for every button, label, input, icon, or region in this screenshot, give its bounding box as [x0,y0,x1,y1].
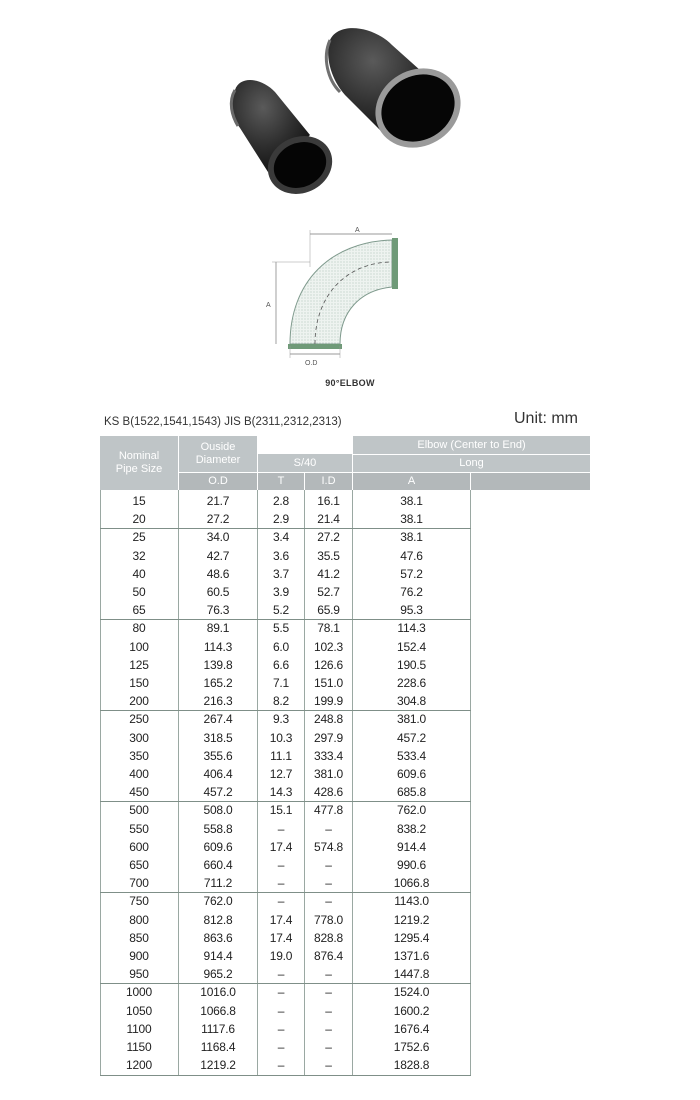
table-cell: 151.0 [313,676,344,690]
table-cell: 80 [132,621,146,636]
table-cell: – [277,1058,285,1073]
dim-label-bottom: O.D [305,360,318,367]
table-cell: 15 [132,494,146,508]
header-id: I.D [305,473,352,490]
table-cell: – [277,1021,285,1036]
table-cell: – [277,858,285,872]
table-cell: 95.3 [400,603,423,618]
table-cell: 1371.6 [393,949,430,963]
table-cell: 350 [129,748,149,763]
table-cell: 318.5 [203,730,233,745]
table-cell: 1100 [126,1021,152,1036]
table-cell: 15.1 [269,803,293,818]
table-cell: 406.4 [203,767,233,781]
table-cell: 3.6 [272,548,290,563]
table-cell: 38.1 [400,494,423,508]
table-cell: 1447.8 [393,967,430,982]
row-group-divider [100,892,471,893]
table-cell: 38.1 [400,512,423,527]
table-cell: 381.0 [396,712,427,727]
table-cell: 990.6 [396,858,427,872]
column-od [179,490,257,1074]
table-cell: – [277,894,285,909]
header-t: T [258,473,304,490]
table-cell: – [277,985,285,1000]
table-cell: 9.3 [272,712,290,727]
table-cell: 778.0 [313,912,344,927]
table-cell: 1143.0 [394,894,429,909]
table-cell: 876.4 [313,949,344,963]
header-blank [471,473,590,490]
table-cell: – [325,967,332,982]
table-cell: – [277,876,285,891]
table-cell: 600 [129,839,149,854]
table-cell: 1752.6 [393,1040,430,1054]
table-cell: 40 [132,566,146,581]
table-cell: 65 [132,603,146,618]
table-cell: 900 [129,949,149,963]
table-cell: 1016.0 [200,985,236,1000]
table-cell: 10.3 [269,730,293,745]
table-cell: 216.3 [203,694,233,709]
table-cell: 1066.8 [200,1003,236,1018]
table-cell: 333.4 [313,748,344,763]
table-cell: 609.6 [203,839,233,854]
row-group-divider [100,801,471,802]
table-cell: 21.4 [317,512,340,527]
row-group-divider [100,619,471,620]
table-cell: 863.6 [203,930,233,945]
table-cell: 102.3 [313,639,344,654]
table-cell: 1117.6 [201,1021,235,1036]
table-cell: 381.0 [313,767,344,781]
table-cell: 78.1 [317,621,340,636]
grid-line [100,490,101,1076]
table-cell: 477.8 [313,803,344,818]
table-cell: 12.7 [269,767,293,781]
table-cell: 1676.4 [393,1021,430,1036]
table-cell: 65.9 [317,603,340,618]
header-nominal-size: Nominal Pipe Size [100,436,178,490]
table-cell: 500 [129,803,149,818]
table-cell: 762.0 [203,894,233,909]
table-cell: 457.2 [396,730,427,745]
table-cell: 3.9 [272,585,290,599]
column-id [305,490,352,1074]
table-cell: 3.7 [272,566,290,581]
table-cell: 1150 [126,1040,152,1054]
dim-label-side: A [266,302,271,309]
table-cell: 165.2 [203,676,233,690]
table-cell: 35.5 [317,548,340,563]
table-cell: 304.8 [396,694,427,709]
table-cell: 139.8 [203,657,233,672]
table-cell: 1295.4 [393,930,430,945]
table-cell: 711.2 [203,876,233,891]
table-cell: 812.8 [203,912,233,927]
table-cell: – [325,1058,332,1073]
table-cell: 17.4 [269,912,293,927]
table-cell: 19.0 [269,949,293,963]
elbow-drawing [250,222,450,397]
table-cell: 14.3 [269,785,293,800]
table-cell: 533.4 [396,748,427,763]
table-cell: 297.9 [313,730,344,745]
table-cell: 60.5 [206,585,230,599]
table-cell: 126.6 [313,657,344,672]
table-cell: 34.0 [206,530,230,545]
table-cell: 21.7 [206,494,230,508]
table-cell: 2.8 [272,494,290,508]
header-od: O.D [179,473,257,490]
table-cell: 428.6 [313,785,344,800]
table-cell: 457.2 [203,785,233,800]
table-cell: 5.2 [272,603,290,618]
table-cell: 17.4 [269,839,293,854]
table-cell: 47.6 [400,548,423,563]
dim-label-top: A [355,227,360,234]
column-nominal-size [100,490,178,1074]
table-cell: 558.8 [203,821,233,836]
table-cell: 1828.8 [393,1058,430,1073]
table-cell: 199.9 [313,694,344,709]
table-cell: 609.6 [396,767,427,781]
grid-line [352,490,353,1076]
row-group-divider [100,528,471,529]
row-group-divider [100,983,471,984]
table-cell: 660.4 [203,858,233,872]
table-cell: 965.2 [203,967,233,982]
table-cell: 38.1 [400,530,423,545]
table-cell: – [277,1003,285,1018]
table-cell: – [325,1003,332,1018]
small-elbow-image [231,80,341,204]
grid-line [470,490,471,1076]
table-cell: 57.2 [400,566,423,581]
header-s40: S/40 [258,454,352,472]
table-cell: 76.3 [206,603,230,618]
table-cell: 750 [129,894,149,909]
table-cell: 300 [129,730,149,745]
table-cell: 114.3 [203,639,233,654]
table-cell: 550 [129,821,149,836]
table-cell: 48.6 [206,566,230,581]
table-cell: 6.0 [272,639,290,654]
table-cell: 1219.2 [393,912,430,927]
table-cell: – [277,821,285,836]
table-cell: 650 [129,858,149,872]
table-cell: 800 [129,912,149,927]
table-cell: – [325,821,332,836]
table-cell: 8.2 [272,694,290,709]
grid-line [257,490,258,1076]
table-cell: 52.7 [317,585,340,599]
grid-line [304,490,305,1076]
table-cell: 700 [129,876,149,891]
table-cell: 2.9 [272,512,290,527]
table-cell: 5.5 [272,621,290,636]
table-cell: 1200 [126,1058,152,1073]
table-cell: 250 [129,712,149,727]
table-cell: 400 [129,767,149,781]
row-group-divider [100,710,471,711]
table-cell: 950 [129,967,149,982]
grid-line [178,490,179,1076]
table-cell: – [277,1040,285,1054]
table-cell: 1066.8 [393,876,430,891]
table-cell: 6.6 [272,657,290,672]
header-elbow: Elbow (Center to End) [353,436,590,454]
table-cell: 1050 [126,1003,152,1018]
unit-label: Unit: mm [514,410,578,427]
table-bottom-border [100,1075,471,1076]
table-cell: 838.2 [396,821,427,836]
table-cell: 42.7 [206,548,230,563]
table-cell: 152.4 [396,639,427,654]
table-cell: 228.6 [396,676,427,690]
table-cell: 27.2 [206,512,230,527]
table-cell: 89.1 [206,621,230,636]
table-cell: 125 [129,657,149,672]
product-photo [0,0,700,230]
table-cell: 114.3 [397,621,426,636]
table-cell: 3.4 [272,530,290,545]
table-cell: 11.1 [270,748,292,763]
table-cell: 1168.4 [200,1040,236,1054]
table-cell: 1000 [126,985,152,1000]
table-cell: – [325,1040,332,1054]
table-cell: 1219.2 [200,1058,236,1073]
column-t [258,490,304,1074]
table-cell: – [325,985,332,1000]
table-cell: – [325,1021,332,1036]
table-cell: 100 [129,639,149,654]
table-cell: 25 [132,530,146,545]
table-cell: 914.4 [203,949,233,963]
header-long: Long [353,455,590,472]
table-cell: 27.2 [317,530,340,545]
table-cell: 1600.2 [393,1003,430,1018]
table-cell: 574.8 [313,839,344,854]
table-cell: 16.1 [317,494,340,508]
column-a [353,490,470,1074]
table-cell: 76.2 [400,585,423,599]
dimension-table [100,436,590,1076]
table-cell: 248.8 [313,712,344,727]
table-cell: – [277,967,285,982]
table-cell: 355.6 [203,748,233,763]
table-cell: 508.0 [203,803,233,818]
table-cell: – [325,858,332,872]
table-cell: 150 [129,676,149,690]
header-a: A [353,473,470,490]
table-cell: 7.1 [272,676,290,690]
table-cell: 850 [129,930,149,945]
table-cell: 50 [132,585,146,599]
table-cell: 20 [132,512,146,527]
table-cell: – [325,894,332,909]
table-cell: 762.0 [396,803,427,818]
table-cell: 200 [129,694,149,709]
header-outside-diameter: Ouside Diameter [179,436,257,472]
large-elbow-image [326,28,475,163]
table-cell: 17.4 [269,930,293,945]
table-cell: 1524.0 [393,985,430,1000]
table-cell: 32 [132,548,146,563]
table-cell: 190.5 [396,657,427,672]
table-cell: 450 [129,785,149,800]
table-cell: 914.4 [396,839,427,854]
table-cell: – [325,876,332,891]
table-cell: 41.2 [317,566,340,581]
drawing-caption: 90°ELBOW [325,378,375,388]
standards-label: KS B(1522,1541,1543) JIS B(2311,2312,2313) [104,416,342,428]
table-cell: 828.8 [313,930,344,945]
table-cell: 685.8 [396,785,427,800]
table-cell: 267.4 [203,712,233,727]
